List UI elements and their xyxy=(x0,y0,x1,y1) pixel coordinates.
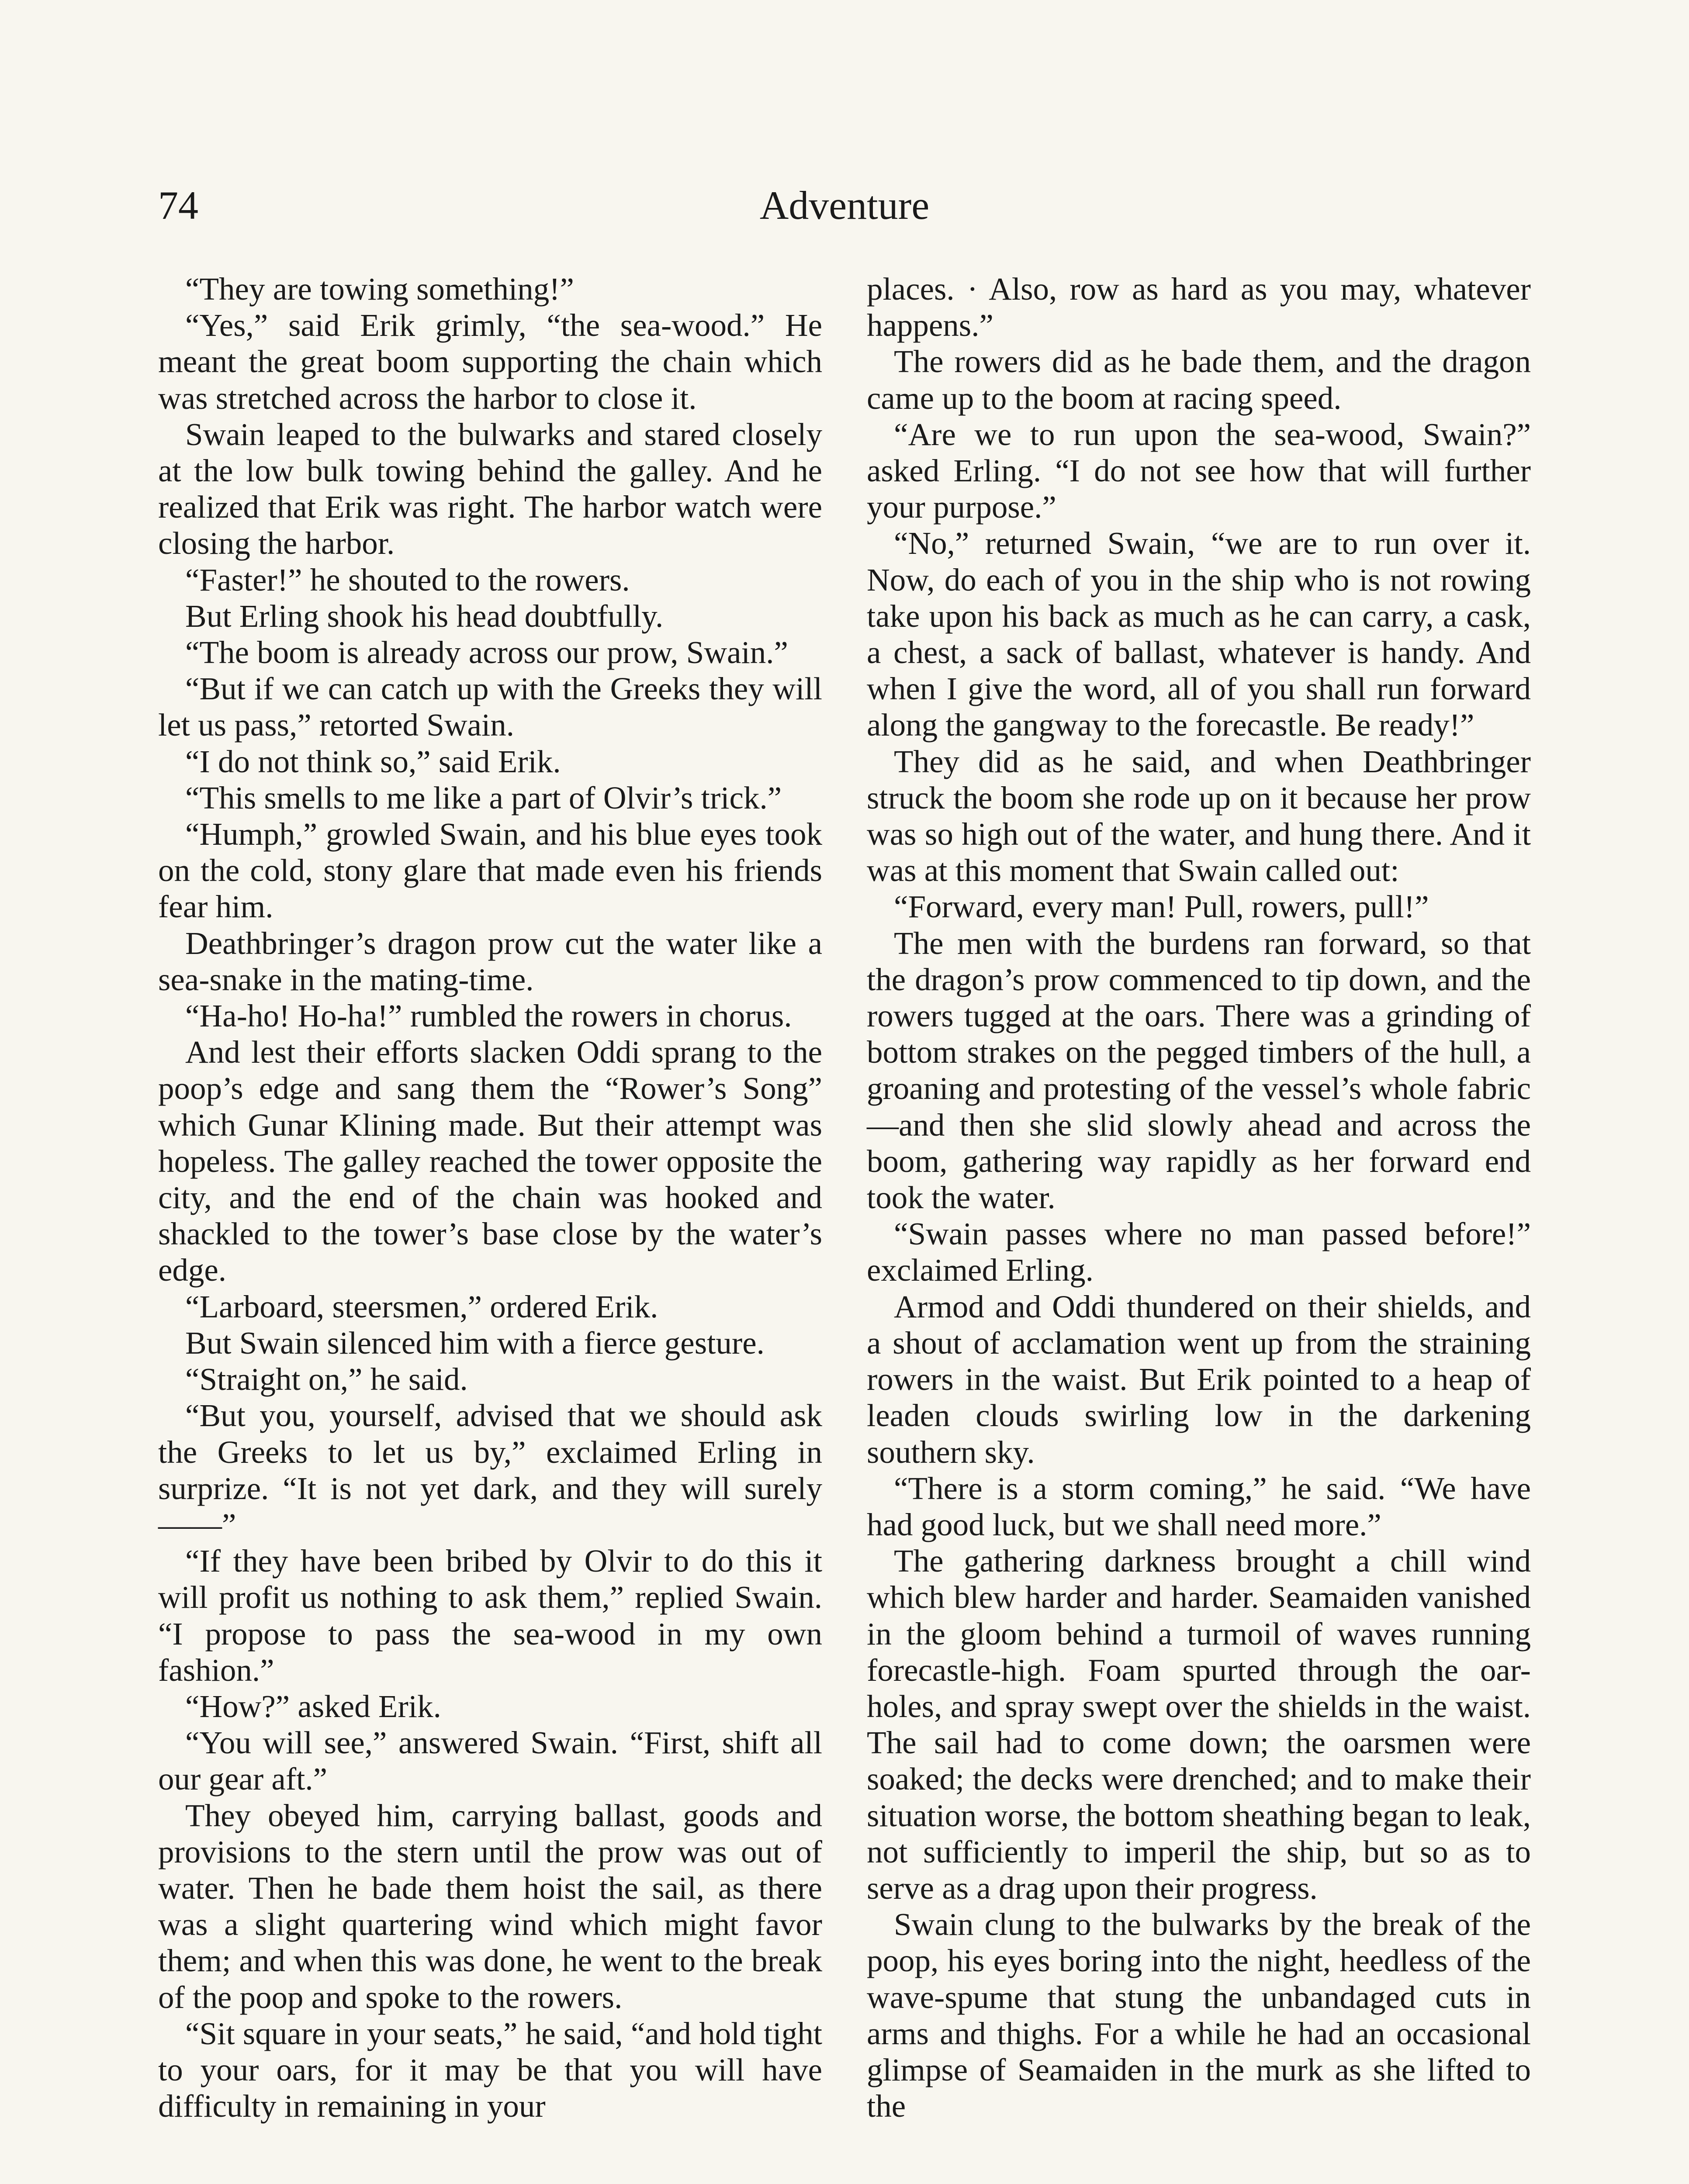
right-column xyxy=(867,271,1531,2124)
paragraph: “But you, yourself, advised that we should ask the Greeks to let us by,” exclaimed Erling in surprize. “It is not yet dark, and they will surely——” xyxy=(158,1398,822,1542)
paragraph: “Larboard, steersmen,” ordered Erik. xyxy=(185,1289,658,1324)
paragraph: “How?” asked Erik. xyxy=(185,1688,441,1724)
left-column xyxy=(158,271,822,2124)
paragraph: “Straight on,” he said. xyxy=(185,1362,468,1397)
paragraph: “This smells to me like a part of Olvir’s trick.” xyxy=(185,780,782,816)
paragraph: “The boom is already across our prow, Swain.” xyxy=(185,635,788,670)
paragraph: “I do not think so,” said Erik. xyxy=(185,743,561,779)
paragraph: “Sit square in your seats,” he said, “and hold tight to your oars, for it may be that you will have difficulty in remaining in your xyxy=(158,2015,822,2124)
paragraph: “But if we can catch up with the Greeks they will let us pass,” retorted Swain. xyxy=(158,671,822,743)
paragraph: “There is a storm coming,” he said. “We have had good luck, but we shall need more.” xyxy=(867,1470,1531,1542)
paragraph: “Yes,” said Erik grimly, “the sea-wood.” He meant the great boom supporting the chain which was stretched across the harbor to close it. xyxy=(158,308,822,416)
paragraph: But Swain silenced him with a fierce gesture. xyxy=(185,1325,765,1361)
paragraph: Armod and Oddi thundered on their shields, and a shout of acclamation went up from the straining rowers in the waist. But Erik pointed to a heap of leaden clouds swirling low in the darkening southern sky. xyxy=(867,1289,1531,1470)
page-header xyxy=(0,179,1689,232)
paragraph: “No,” returned Swain, “we are to run over it. Now, do each of you in the ship who is not rowing take upon his back as much as he can carry, a cask, a chest, a sack of ballast, whatever is handy. And when I give the word, all of you shall run forward along the gangway to the forecastle. Be ready!” xyxy=(867,525,1531,743)
page-number: 74 xyxy=(158,183,198,228)
paragraph: They did as he said, and when Deathbringer struck the boom she rode up on it because her prow was so high out of the water, and hung there. And it was at this moment that Swain called out: xyxy=(867,743,1531,888)
paragraph: Swain clung to the bulwarks by the break of the poop, his eyes boring into the night, heedless of the wave-spume that stung the unbandaged cuts in arms and thighs. For a while he had an occasional glimpse of Seamaiden in the murk as she lifted to the xyxy=(867,1907,1531,2124)
paragraph: “They are towing something!” xyxy=(185,271,574,307)
paragraph: The rowers did as he bade them, and the dragon came up to the boom at racing speed. xyxy=(867,344,1531,416)
paragraph-continued: places. · Also, row as hard as you may, whatever happens.” xyxy=(867,271,1531,343)
paragraph: “You will see,” answered Swain. “First, shift all our gear aft.” xyxy=(158,1725,822,1797)
paragraph: “Humph,” growled Swain, and his blue eyes took on the cold, stony glare that made even his friends fear him. xyxy=(158,816,822,925)
running-title: Adventure xyxy=(759,183,930,228)
paragraph: “Forward, every man! Pull, rowers, pull!” xyxy=(894,889,1429,925)
paragraph: They obeyed him, carrying ballast, goods and provisions to the stern until the prow was out of water. Then he bade them hoist the sail, as there was a slight quartering wind which might favor them; and when this was done, he went to the break of the poop and spoke to the rowers. xyxy=(158,1797,822,2015)
paragraph: Swain leaped to the bulwarks and stared closely at the low bulk towing behind the galley. And he realized that Erik was right. The harbor watch were closing the harbor. xyxy=(158,416,822,561)
paragraph: “If they have been bribed by Olvir to do this it will profit us nothing to ask them,” replied Swain. “I propose to pass the sea-wood in my own fashion.” xyxy=(158,1543,822,1688)
paragraph: “Are we to run upon the sea-wood, Swain?” asked Erling. “I do not see how that will further your purpose.” xyxy=(867,416,1531,525)
paragraph: The men with the burdens ran forward, so that the dragon’s prow commenced to tip down, and the rowers tugged at the oars. There was a grinding of bottom strakes on the pegged timbers of the hull, a groaning and protesting of the vessel’s whole fabric—and then she slid slowly ahead and across the boom, gathering way rapidly as her forward end took the water. xyxy=(867,925,1531,1216)
paragraph: And lest their efforts slacken Oddi sprang to the poop’s edge and sang them the “Rower’s Song” which Gunar Klining made. But their attempt was hopeless. The galley reached the tower opposite the city, and the end of the chain was hooked and shackled to the tower’s base close by the water’s edge. xyxy=(158,1034,822,1288)
paragraph: “Swain passes where no man passed before!” exclaimed Erling. xyxy=(867,1216,1531,1288)
paragraph: But Erling shook his head doubtfully. xyxy=(185,598,664,634)
paragraph: “Ha-ho! Ho-ha!” rumbled the rowers in chorus. xyxy=(185,998,792,1034)
paragraph: Deathbringer’s dragon prow cut the water like a sea-snake in the mating-time. xyxy=(158,925,822,997)
paragraph: The gathering darkness brought a chill wind which blew harder and harder. Seamaiden vanished in the gloom behind a turmoil of waves running forecastle-high. Foam spurted through the oar-holes, and spray swept over the shields in the waist. The sail had to come down; the oarsmen were soaked; the decks were drenched; and to make their situation worse, the bottom sheathing began to leak, not sufficiently to imperil the ship, but so as to serve as a drag upon their progress. xyxy=(867,1543,1531,1906)
paragraph: “Faster!” he shouted to the rowers. xyxy=(185,562,630,598)
